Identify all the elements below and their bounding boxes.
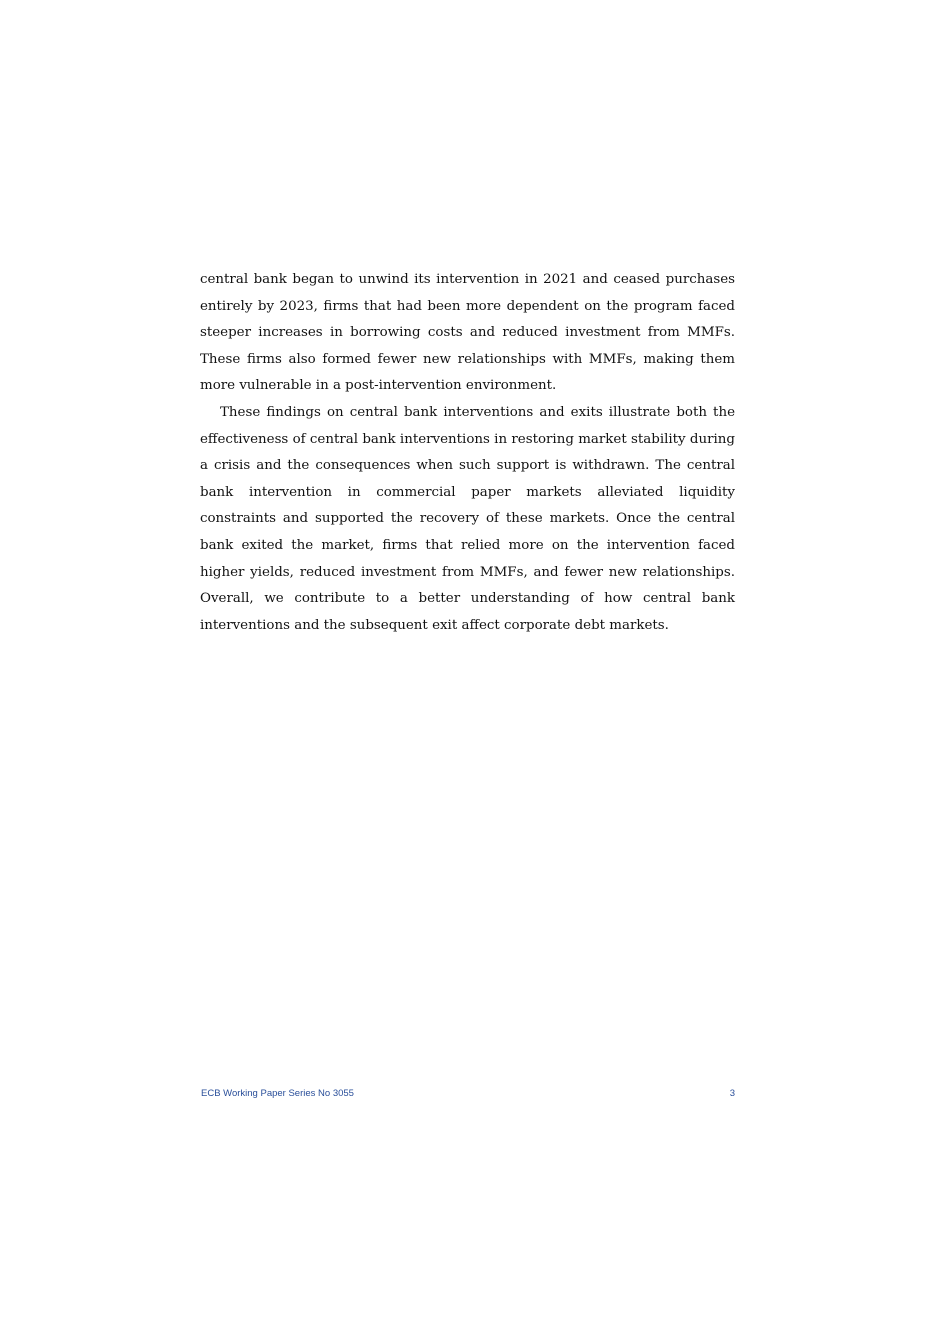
page-footer — [201, 1088, 735, 1099]
paragraph-2: These findings on central bank interventions and exits illustrate both the effectiveness of central bank interventions in restoring market stability during a crisis and the consequences when such support is withdrawn. The central bank intervention in commercial paper markets alleviated liquidity constraints and supported the recovery of these markets. Once the central bank exited the market, firms that relied more on the intervention faced higher yields, reduced investment from MMFs, and fewer new relationships. Overall, we contribute to a better understanding of how central bank interventions and the subsequent exit affect corporate debt markets. — [200, 404, 735, 633]
page-number: 3 — [729, 1088, 735, 1099]
footer-series-label: ECB Working Paper Series No 3055 — [201, 1088, 354, 1099]
paragraph-1: central bank began to unwind its intervention in 2021 and ceased purchases entirely by 2023, firms that had been more dependent on the program faced steeper increases in borrowing costs and reduced investment from MMFs. These firms also formed fewer new relationships with MMFs, making them more vulnerable in a post-intervention environment. — [200, 272, 735, 394]
body-text — [200, 267, 735, 639]
